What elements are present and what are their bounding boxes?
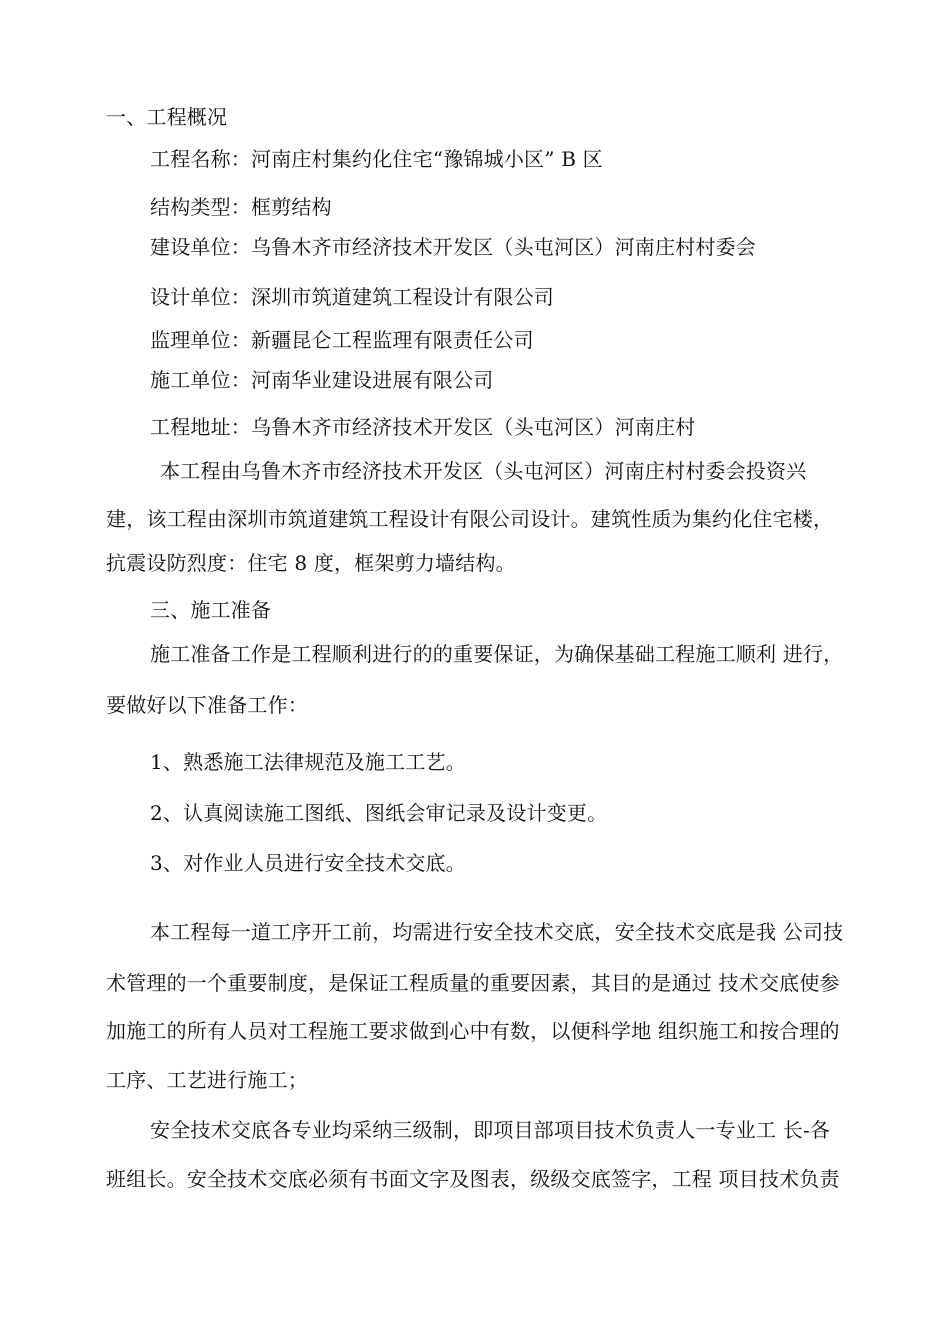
owner-unit-line: 建设单位：乌鲁木齐市经济技术开发区（头屯河区）河南庄村村委会 — [150, 235, 756, 259]
paragraph-line: 工序、工艺进行施工； — [106, 1068, 308, 1092]
section-heading-preparation: 三、施工准备 — [150, 598, 272, 622]
project-address-line: 工程地址：乌鲁木齐市经济技术开发区（头屯河区）河南庄村 — [150, 415, 696, 439]
paragraph-line: 本工程每一道工序开工前，均需进行安全技术交底，安全技术交底是我 公司技 — [150, 920, 844, 944]
paragraph-line: 班组长。安全技术交底必须有书面文字及图表，级级交底签字，工程 项目技术负责 — [106, 1167, 840, 1191]
supervision-unit-line: 监理单位：新疆昆仑工程监理有限责任公司 — [150, 328, 534, 352]
list-item: 3、对作业人员进行安全技术交底。 — [150, 851, 466, 875]
paragraph-line: 建，该工程由深圳市筑道建筑工程设计有限公司设计。建筑性质为集约化住宅楼， — [106, 507, 834, 531]
paragraph-line: 术管理的一个重要制度，是保证工程质量的重要因素，其目的是通过 技术交底使参 — [106, 971, 840, 995]
paragraph-line: 本工程由乌鲁木齐市经济技术开发区（头屯河区）河南庄村村委会投资兴 — [160, 459, 807, 483]
list-item: 2、认真阅读施工图纸、图纸会审记录及设计变更。 — [150, 801, 608, 825]
project-name-line: 工程名称：河南庄村集约化住宅“豫锦城小区” B 区 — [150, 147, 603, 171]
section-heading-overview: 一、工程概况 — [106, 105, 228, 129]
paragraph-line: 要做好以下准备工作： — [106, 693, 308, 717]
list-item: 1、熟悉施工法律规范及施工工艺。 — [150, 750, 466, 774]
paragraph-line: 安全技术交底各专业均采纳三级制，即项目部项目技术负责人一专业工 长-各 — [150, 1118, 831, 1142]
paragraph-line: 抗震设防烈度：住宅 8 度，框架剪力墙结构。 — [106, 551, 516, 575]
paragraph-line: 施工准备工作是工程顺利进行的的重要保证，为确保基础工程施工顺利 进行， — [150, 642, 844, 666]
design-unit-line: 设计单位：深圳市筑道建筑工程设计有限公司 — [150, 285, 554, 309]
structure-type-line: 结构类型：框剪结构 — [150, 195, 332, 219]
paragraph-line: 加施工的所有人员对工程施工要求做到心中有数，以便科学地 组织施工和按合理的 — [106, 1019, 840, 1043]
construction-unit-line: 施工单位：河南华业建设进展有限公司 — [150, 368, 494, 392]
